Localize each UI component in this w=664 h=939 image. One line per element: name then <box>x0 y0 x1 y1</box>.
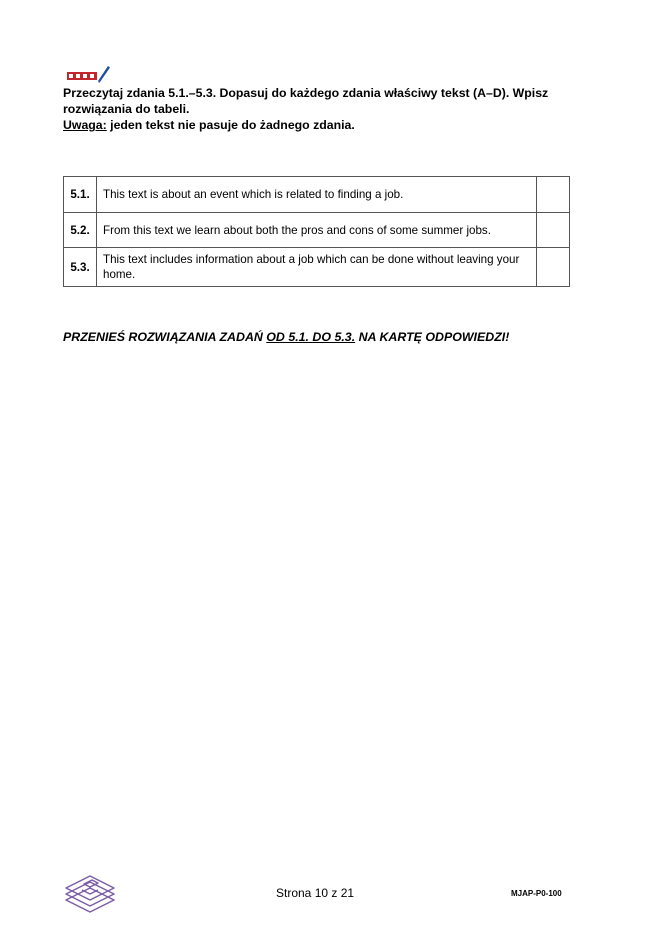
task-instructions <box>63 85 563 133</box>
note-text: jeden tekst nie pasuje do żadnego zdania. <box>106 118 355 132</box>
cke-logo-icon <box>62 870 118 916</box>
exam-code: MJAP-P0-100 <box>511 889 562 898</box>
item-number: 5.3. <box>64 248 97 287</box>
item-number: 5.1. <box>64 177 97 213</box>
answer-box[interactable] <box>537 177 570 213</box>
page-number: Strona 10 z 21 <box>276 886 355 900</box>
note-label: Uwaga: <box>63 118 107 132</box>
transfer-prefix: PRZENIEŚ ROZWIĄZANIA ZADAŃ <box>63 330 267 344</box>
answer-table <box>63 176 570 287</box>
item-sentence: This text is about an event which is related to finding a job. <box>97 177 537 213</box>
answer-box[interactable] <box>537 248 570 287</box>
item-sentence: This text includes information about a job which can be done without leaving your home. <box>97 248 537 287</box>
table-row <box>64 177 570 213</box>
note <box>63 117 563 133</box>
table-row <box>64 248 570 287</box>
transfer-range: OD 5.1. DO 5.3. <box>266 330 356 344</box>
instruction-text: Przeczytaj zdania 5.1.–5.3. Dopasuj do każdego zdania właściwy tekst (A–D). Wpisz rozwiązania do tabeli. <box>63 86 549 116</box>
item-number: 5.2. <box>64 213 97 248</box>
transfer-suffix: NA KARTĘ ODPOWIEDZI! <box>355 330 510 344</box>
item-sentence: From this text we learn about both the pros and cons of some summer jobs. <box>97 213 537 248</box>
table-row <box>64 213 570 248</box>
checklist-pen-icon <box>66 64 112 84</box>
transfer-instruction <box>63 330 509 344</box>
answer-box[interactable] <box>537 213 570 248</box>
